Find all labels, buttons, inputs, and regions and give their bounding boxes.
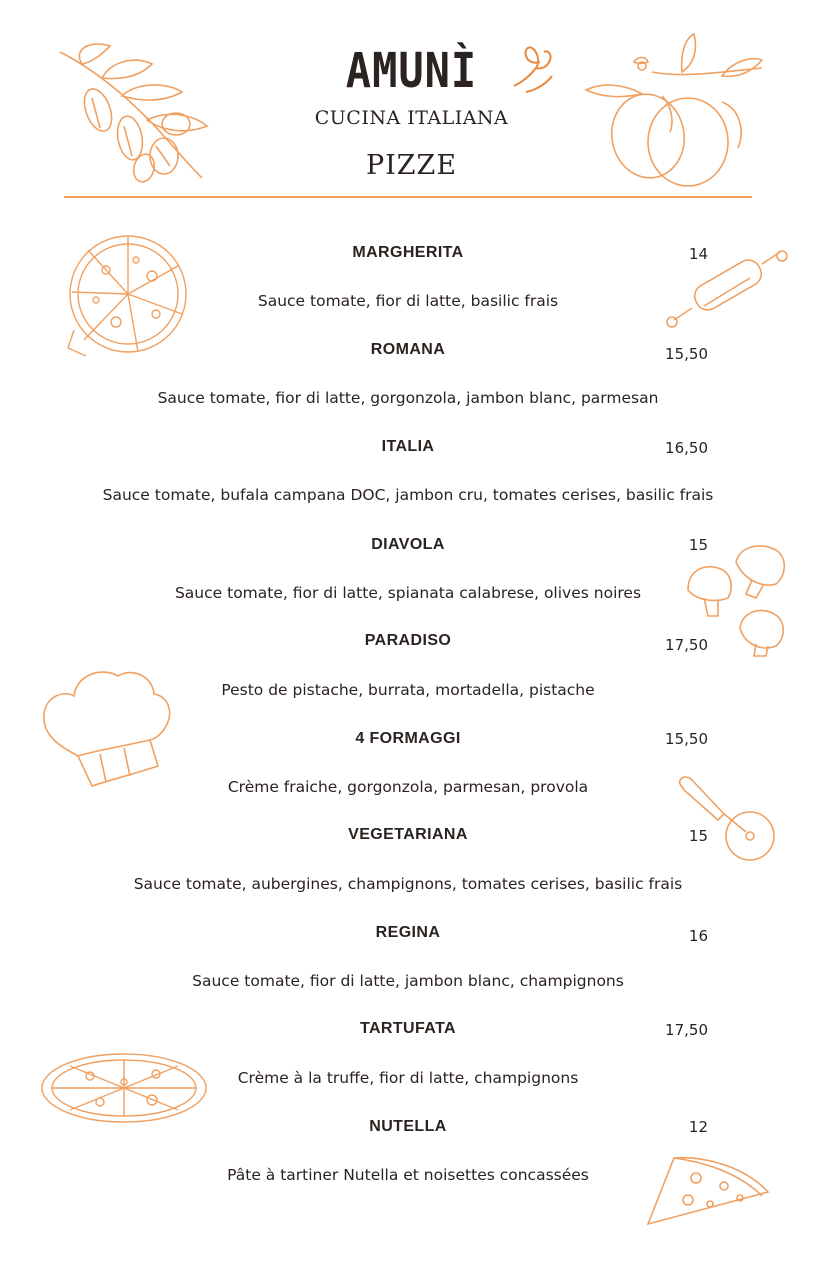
pizza-price: 17,50 (665, 1021, 708, 1039)
pizza-name: VEGETARIANA (348, 826, 468, 843)
pizza-price: 16 (688, 927, 708, 945)
pizza-name: DIAVOLA (371, 536, 445, 553)
pizza-name: NUTELLA (369, 1118, 447, 1135)
pizza-name: ITALIA (381, 438, 435, 455)
pizza-description: Pesto de pistache, burrata, mortadella, pistache (221, 681, 595, 699)
pizza-name: PARADISO (364, 632, 452, 649)
pizza-name: ROMANA (370, 341, 446, 358)
italian-hand-gesture-icon (508, 42, 558, 96)
pizza-price: 17,50 (665, 636, 708, 654)
pizza-description: Sauce tomate, fior di latte, gorgonzola, jambon blanc, parmesan (157, 389, 659, 407)
pizza-price: 15,50 (665, 730, 708, 748)
restaurant-subtitle: CUCINA ITALIANA (314, 107, 509, 129)
pizza-name: MARGHERITA (352, 244, 464, 261)
pizza-description: Crème fraiche, gorgonzola, parmesan, provola (227, 778, 589, 796)
pizza-name: TARTUFATA (359, 1020, 457, 1037)
pizza-price: 16,50 (665, 439, 708, 457)
pizza-name: 4 FORMAGGI (355, 730, 461, 747)
section-title: PIZZE (365, 150, 458, 181)
header-divider (64, 196, 752, 198)
pizza-price: 15 (688, 827, 708, 845)
pizza-description: Sauce tomate, fior di latte, jambon blanc, champignons (192, 972, 624, 990)
pizza-top-icon (40, 1052, 210, 1126)
pizza-price: 12 (688, 1118, 708, 1136)
pizza-description: Sauce tomate, aubergines, champignons, tomates cerises, basilic frais (133, 875, 683, 893)
logo-title: AMUNÌ (345, 42, 478, 99)
pizza-description: Sauce tomate, fior di latte, spianata calabrese, olives noires (174, 584, 642, 602)
pizza-description: Sauce tomate, fior di latte, basilic frais (257, 292, 559, 310)
pizza-slice-icon (644, 1152, 772, 1230)
pizza-name: REGINA (375, 924, 441, 941)
pizza-price: 15,50 (665, 345, 708, 363)
pizza-price: 14 (688, 245, 708, 263)
pizza-price: 15 (688, 536, 708, 554)
lemons-icon (582, 32, 767, 187)
pizza-description: Sauce tomate, bufala campana DOC, jambon cru, tomates cerises, basilic frais (102, 486, 714, 504)
olive-branch-icon (52, 38, 217, 186)
pizza-description: Pâte à tartiner Nutella et noisettes concassées (227, 1166, 589, 1184)
pizza-description: Crème à la truffe, fior di latte, champignons (237, 1069, 579, 1087)
